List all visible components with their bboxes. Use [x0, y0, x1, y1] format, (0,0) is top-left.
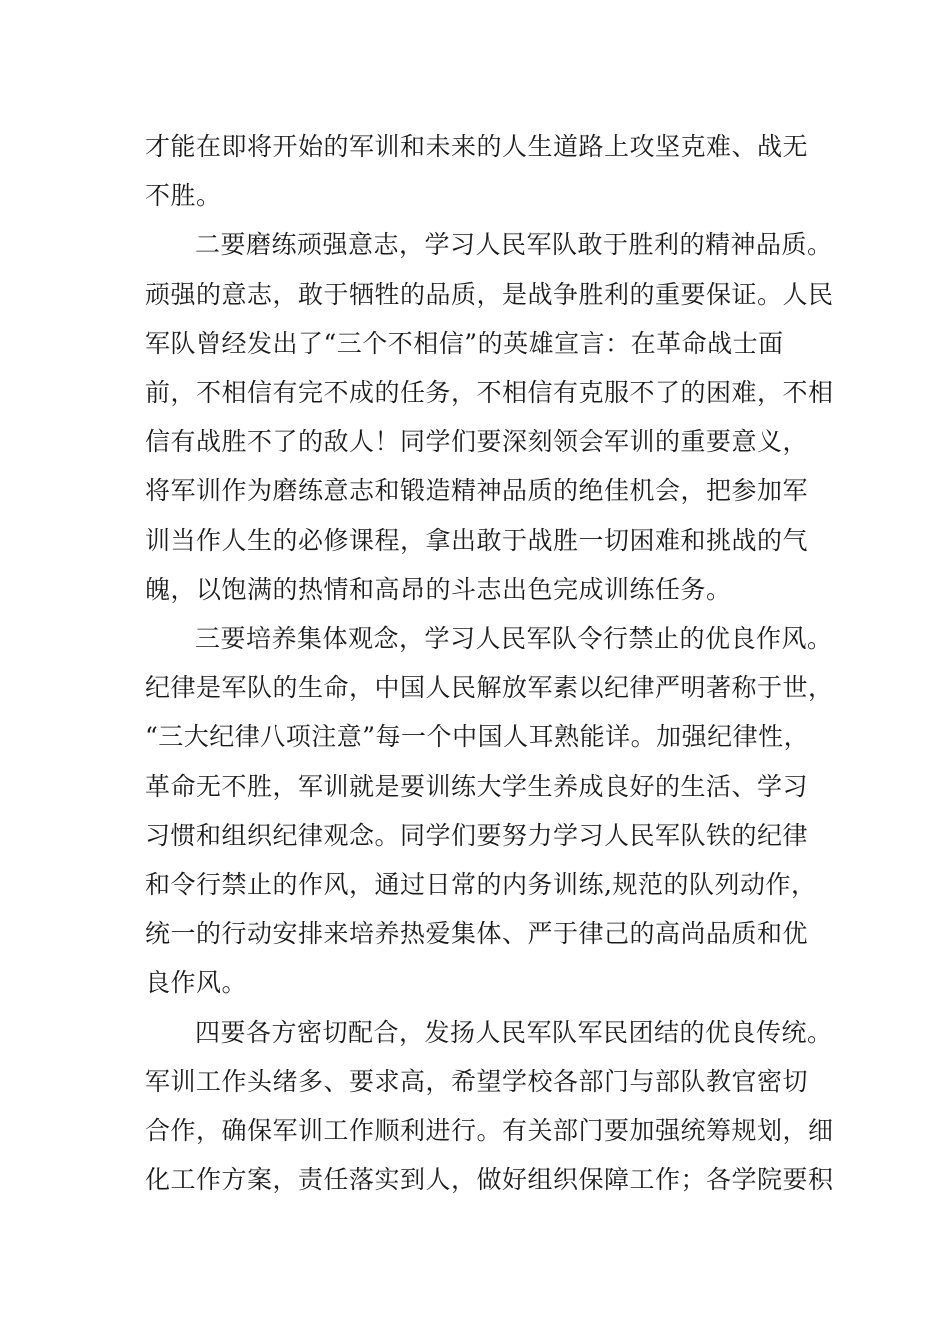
text-line: 化工作方案，责任落实到人，做好组织保障工作；各学院要积: [145, 1165, 834, 1195]
text-line: 三要培养集体观念，学习人民军队令行禁止的优良作风。: [195, 624, 833, 654]
text-line: 将军训作为磨练意志和锻造精神品质的绝佳机会，把参加军: [145, 476, 809, 506]
text-line: 顽强的意志，敢于牺牲的品质，是战争胜利的重要保证。人民: [145, 279, 834, 309]
text-line: 魄，以饱满的热情和高昂的斗志出色完成训练任务。: [145, 574, 732, 604]
text-line: 习惯和组织纪律观念。同学们要努力学习人民军队铁的纪律: [145, 820, 809, 850]
paragraph: [145, 122, 825, 220]
document-body: [145, 122, 834, 1204]
paragraph: [145, 1008, 834, 1205]
text-line: 前，不相信有完不成的任务，不相信有克服不了的困难，不相: [145, 378, 834, 408]
paragraph: [145, 614, 834, 1008]
text-line: 军队曾经发出了“三个不相信”的英雄宣言：在革命战士面: [145, 328, 784, 358]
text-line: 和令行禁止的作风，通过日常的内务训练,规范的队列动作，: [145, 870, 817, 900]
text-line: 训当作人生的必修课程，拿出敢于战胜一切困难和挑战的气: [145, 525, 809, 555]
text-line: 纪律是军队的生命，中国人民解放军素以纪律严明著称于世，: [145, 673, 834, 703]
paragraph: [145, 220, 834, 614]
text-line: 革命无不胜，军训就是要训练大学生养成良好的生活、学习: [145, 771, 809, 801]
text-line: 良作风。: [145, 968, 248, 998]
text-line: 二要磨练顽强意志，学习人民军队敢于胜利的精神品质。: [195, 230, 833, 260]
text-line: 不胜。: [145, 181, 222, 211]
text-line: 才能在即将开始的军训和未来的人生道路上攻坚克难、战无: [145, 132, 809, 161]
text-line: 信有战胜不了的敌人！同学们要深刻领会军训的重要意义，: [145, 427, 809, 457]
text-line: 统一的行动安排来培养热爱集体、严于律己的高尚品质和优: [145, 919, 809, 949]
text-line: 四要各方密切配合，发扬人民军队军民团结的优良传统。: [195, 1017, 833, 1047]
text-line: “三大纪律八项注意”每一个中国人耳熟能详。加强纪律性，: [145, 722, 810, 752]
text-line: 军训工作头绪多、要求高，希望学校各部门与部队教官密切: [145, 1066, 809, 1096]
text-line: 合作，确保军训工作顺利进行。有关部门要加强统筹规划，细: [145, 1116, 834, 1146]
